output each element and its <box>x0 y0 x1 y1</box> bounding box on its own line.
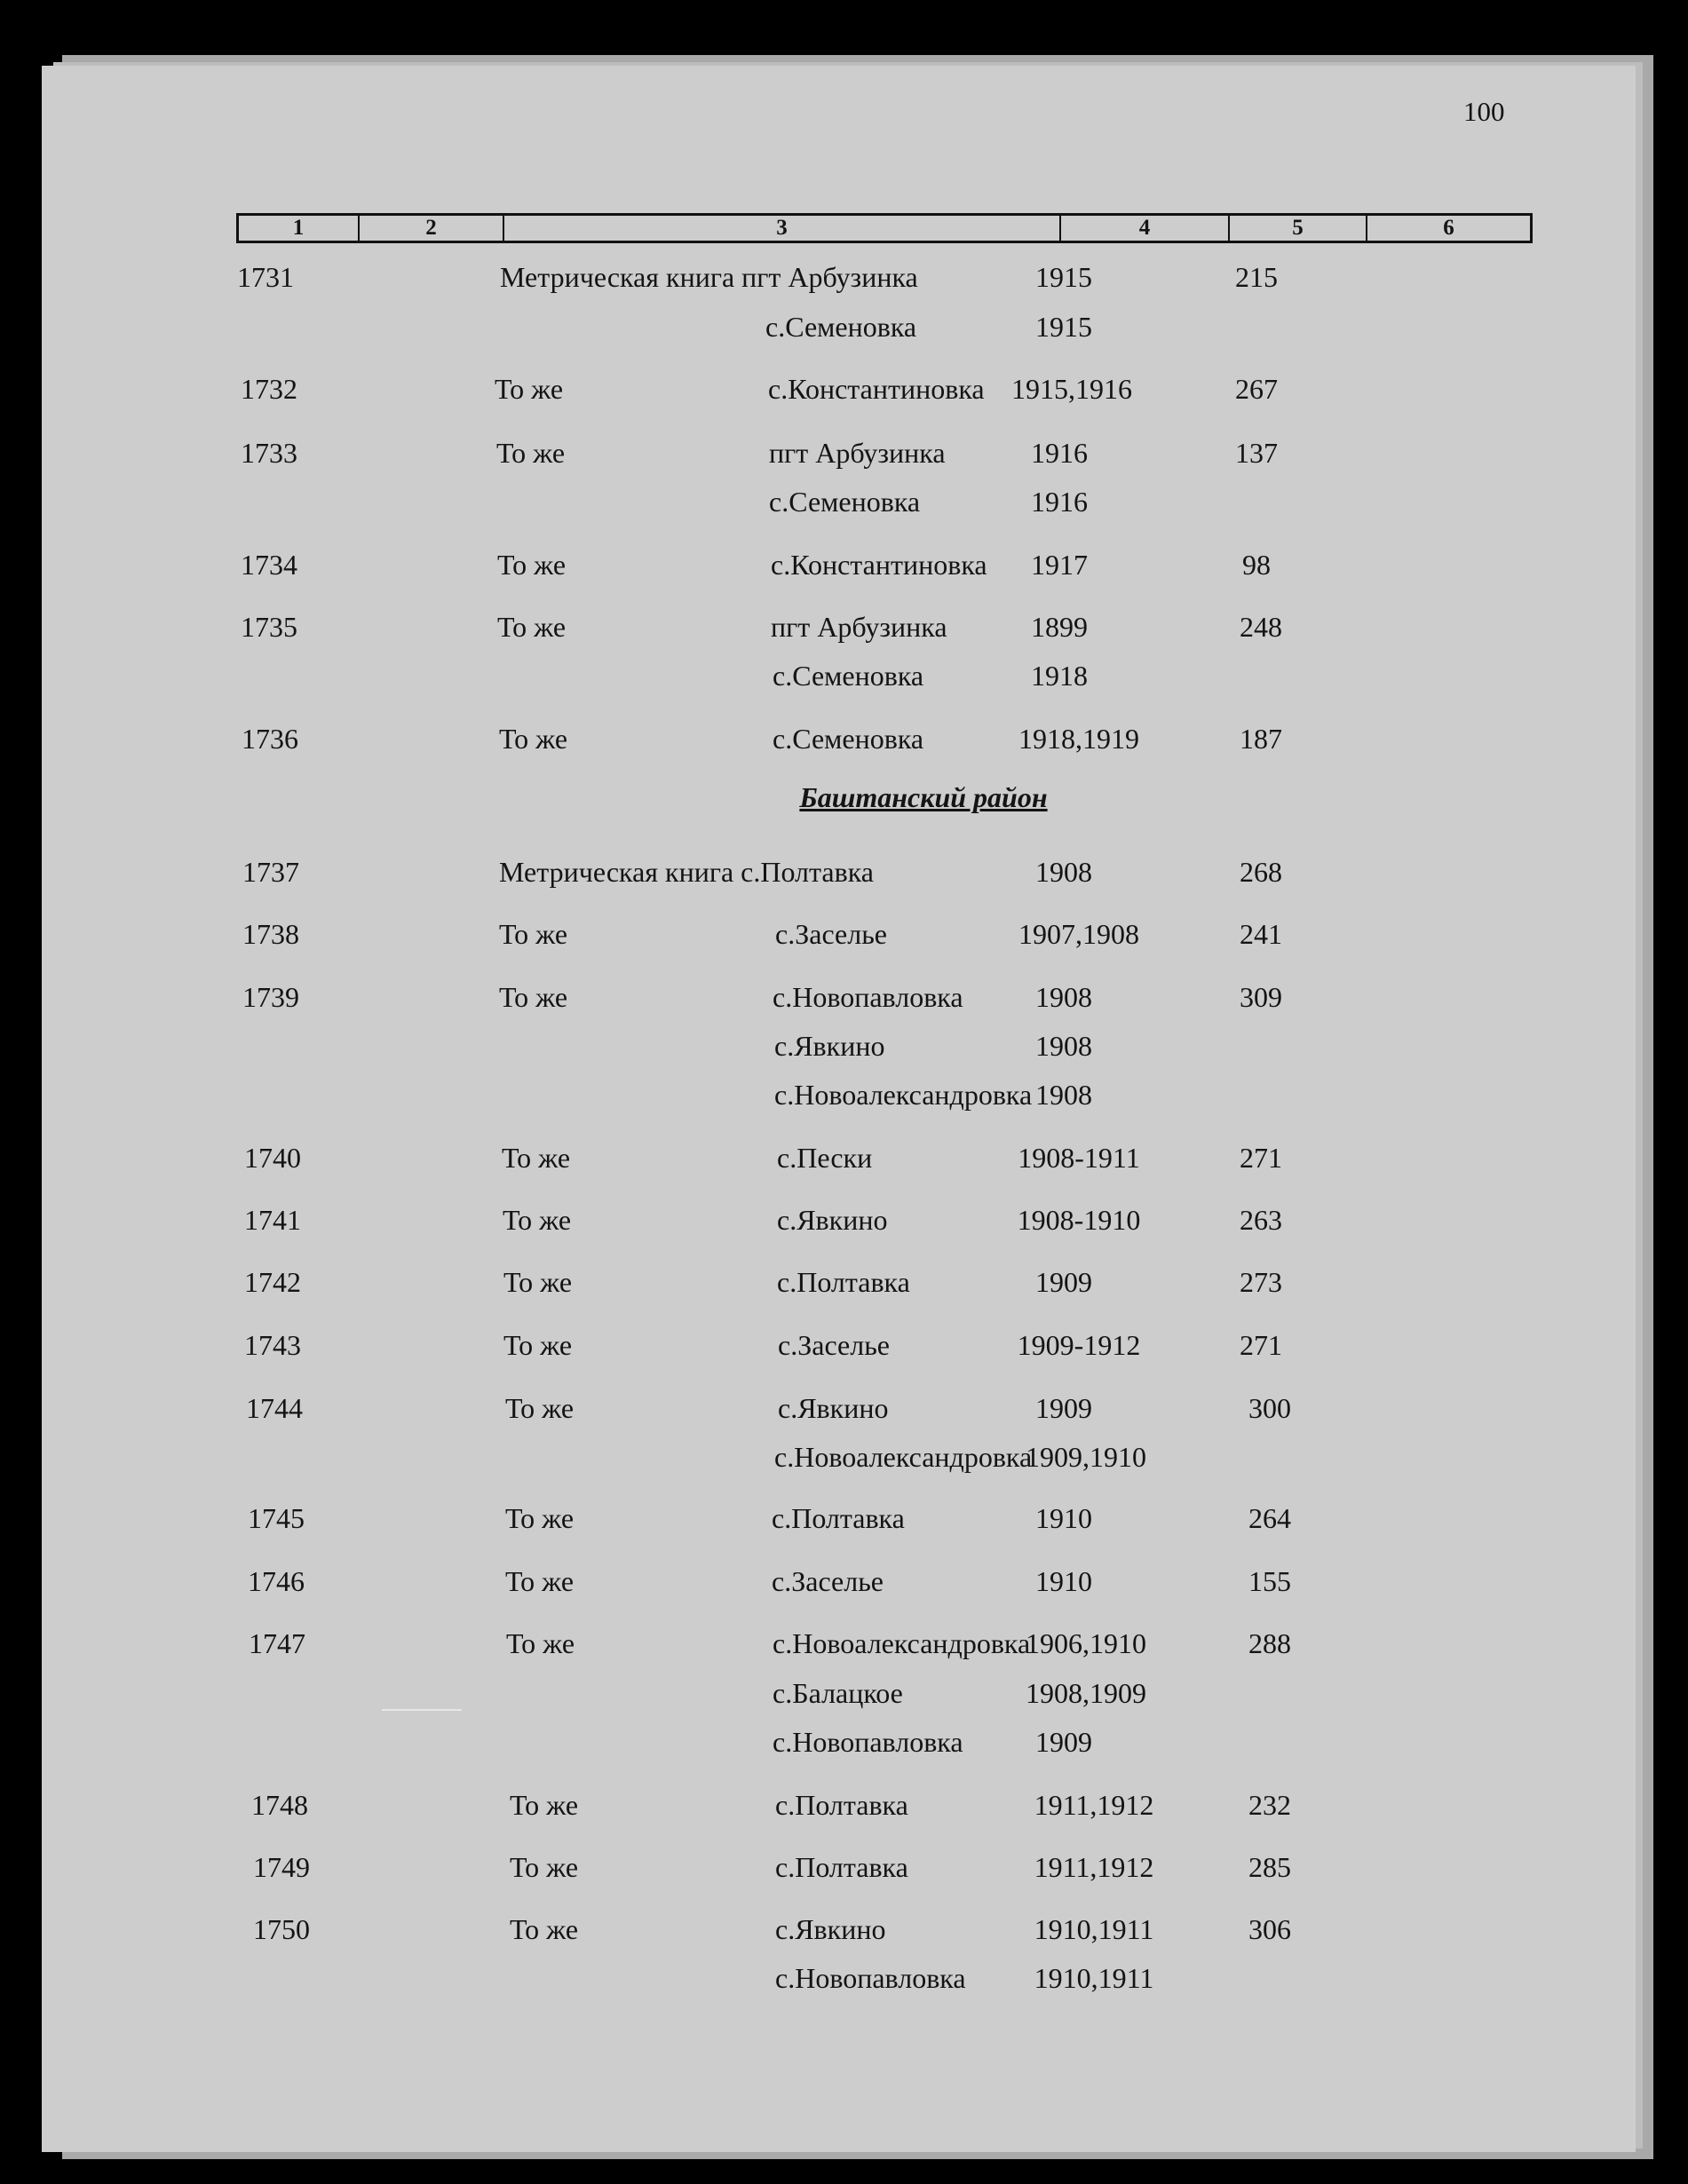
table-row <box>0 484 1688 519</box>
row-count: 98 <box>1242 549 1271 581</box>
table-row <box>0 721 1688 756</box>
row-count: 263 <box>1240 1204 1282 1236</box>
row-number: 1743 <box>244 1329 301 1361</box>
row-count: 215 <box>1235 261 1278 293</box>
row-number: 1748 <box>251 1789 308 1821</box>
row-place: с.Новопавловка <box>775 1962 966 1994</box>
row-number: 1747 <box>249 1627 305 1659</box>
row-count: 155 <box>1248 1565 1291 1597</box>
row-place: с.Семеновка <box>773 660 924 692</box>
row-number: 1734 <box>241 549 297 581</box>
row-record-type: То же <box>510 1851 579 1883</box>
row-years: 1910 <box>1035 1565 1092 1597</box>
row-years: 1918 <box>1031 660 1088 692</box>
row-count: 241 <box>1240 918 1282 950</box>
row-place: с.Новоалександровка <box>773 1627 1031 1659</box>
row-count: 271 <box>1240 1329 1282 1361</box>
row-years: 1908 <box>1035 856 1092 888</box>
row-record-type: То же <box>503 1204 572 1236</box>
table-row <box>0 1327 1688 1363</box>
table-row <box>0 371 1688 407</box>
row-place: с.Семеновка <box>765 311 917 343</box>
row-years: 1915 <box>1035 311 1092 343</box>
row-years: 1910 <box>1035 1502 1092 1534</box>
table-row <box>0 1849 1688 1885</box>
row-count: 248 <box>1240 611 1282 643</box>
row-years: 1908,1909 <box>1026 1677 1146 1709</box>
row-record-type: То же <box>499 918 568 950</box>
row-record-type: То же <box>506 1627 575 1659</box>
row-number: 1739 <box>242 981 299 1013</box>
row-years: 1916 <box>1031 437 1088 469</box>
row-years: 1910,1911 <box>1034 1962 1154 1994</box>
row-count: 306 <box>1248 1913 1291 1945</box>
table-row <box>0 1626 1688 1661</box>
row-place: с.Полтавка <box>772 1502 905 1534</box>
table-row <box>0 1724 1688 1760</box>
row-record-type: То же <box>503 1329 573 1361</box>
row-number: 1735 <box>241 611 297 643</box>
row-years: 1908-1910 <box>1017 1204 1141 1236</box>
row-years: 1909 <box>1035 1392 1092 1424</box>
row-record-type: То же <box>505 1392 575 1424</box>
table-row <box>0 1439 1688 1475</box>
row-place: с.Полтавка <box>775 1851 908 1883</box>
table-row <box>0 1563 1688 1599</box>
scan-artifact <box>382 1709 462 1711</box>
row-years: 1899 <box>1031 611 1088 643</box>
row-number: 1741 <box>244 1204 301 1236</box>
row-count: 309 <box>1240 981 1282 1013</box>
table-row <box>0 1264 1688 1300</box>
table-row <box>0 309 1688 344</box>
table-row <box>0 547 1688 582</box>
row-place: с.Новоалександровка <box>774 1079 1033 1111</box>
row-years: 1910,1911 <box>1034 1913 1154 1945</box>
row-record-type: То же <box>505 1565 575 1597</box>
row-years: 1915,1916 <box>1011 373 1132 405</box>
table-row <box>0 1960 1688 1996</box>
row-place: с.Семеновка <box>773 723 924 755</box>
row-number: 1740 <box>244 1142 301 1174</box>
table-row <box>0 1390 1688 1426</box>
row-record-type: То же <box>496 437 566 469</box>
row-place: с.Пески <box>777 1142 873 1174</box>
header-col-1: 1 <box>239 216 360 241</box>
table-row <box>0 1500 1688 1536</box>
row-place: с.Заселье <box>775 918 887 950</box>
row-years: 1911,1912 <box>1034 1789 1154 1821</box>
page-number: 100 <box>1463 96 1505 127</box>
row-place: пгт Арбузинка <box>771 611 947 643</box>
row-years: 1908 <box>1035 981 1092 1013</box>
row-record-type: То же <box>505 1502 575 1534</box>
header-col-5: 5 <box>1230 216 1367 241</box>
row-place: с.Полтавка <box>775 1789 908 1821</box>
table-row <box>0 1028 1688 1064</box>
table-row <box>0 259 1688 295</box>
row-number: 1732 <box>241 373 297 405</box>
row-record-type: То же <box>497 611 567 643</box>
row-years: 1909 <box>1035 1266 1092 1298</box>
row-place: с.Константиновка <box>771 549 987 581</box>
row-years: 1915 <box>1035 261 1092 293</box>
row-record-type: Метрическая книга пгт Арбузинка <box>500 261 918 293</box>
row-place: с.Балацкое <box>773 1677 903 1709</box>
row-number: 1745 <box>248 1502 305 1534</box>
row-record-type: То же <box>510 1789 579 1821</box>
row-record-type: То же <box>503 1266 573 1298</box>
row-number: 1731 <box>237 261 294 293</box>
row-place: с.Явкино <box>775 1913 886 1945</box>
table-row <box>0 609 1688 645</box>
row-years: 1911,1912 <box>1034 1851 1154 1883</box>
row-years: 1917 <box>1031 549 1088 581</box>
header-col-6: 6 <box>1443 216 1454 240</box>
row-place: с.Явкино <box>774 1030 885 1062</box>
table-row <box>0 854 1688 890</box>
row-count: 273 <box>1240 1266 1282 1298</box>
row-years: 1906,1910 <box>1026 1627 1146 1659</box>
table-row <box>0 916 1688 952</box>
row-count: 300 <box>1248 1392 1291 1424</box>
row-count: 271 <box>1240 1142 1282 1174</box>
row-years: 1909-1912 <box>1017 1329 1141 1361</box>
row-record-type: То же <box>510 1913 579 1945</box>
row-number: 1742 <box>244 1266 301 1298</box>
table-row <box>0 1787 1688 1823</box>
row-number: 1750 <box>253 1913 310 1945</box>
row-years: 1909,1910 <box>1026 1441 1146 1473</box>
row-count: 137 <box>1235 437 1278 469</box>
table-row <box>0 1140 1688 1175</box>
row-number: 1738 <box>242 918 299 950</box>
row-years: 1916 <box>1031 486 1088 518</box>
row-years: 1909 <box>1035 1726 1092 1758</box>
row-place: с.Заселье <box>772 1565 884 1597</box>
row-count: 267 <box>1235 373 1278 405</box>
row-record-type: То же <box>495 373 564 405</box>
row-place: с.Новопавловка <box>773 1726 963 1758</box>
table-row <box>0 435 1688 471</box>
row-record-type: То же <box>499 981 568 1013</box>
row-years: 1908 <box>1035 1030 1092 1062</box>
row-place: с.Семеновка <box>769 486 921 518</box>
row-count: 288 <box>1248 1627 1291 1659</box>
table-row <box>0 658 1688 693</box>
header-col-2: 2 <box>360 216 504 241</box>
row-place: с.Константиновка <box>768 373 985 405</box>
row-years: 1908 <box>1035 1079 1092 1111</box>
table-row <box>0 1077 1688 1112</box>
row-place: с.Заселье <box>778 1329 890 1361</box>
row-record-type: Метрическая книга с.Полтавка <box>499 856 874 888</box>
row-count: 232 <box>1248 1789 1291 1821</box>
section-title: Баштанский район <box>799 781 1048 813</box>
row-place: с.Явкино <box>777 1204 888 1236</box>
row-place: с.Новопавловка <box>773 981 963 1013</box>
table-row <box>0 1675 1688 1711</box>
row-years: 1907,1908 <box>1018 918 1139 950</box>
table-row <box>0 979 1688 1015</box>
row-place: с.Полтавка <box>777 1266 910 1298</box>
row-number: 1749 <box>253 1851 310 1883</box>
row-years: 1918,1919 <box>1018 723 1139 755</box>
row-years: 1908-1911 <box>1018 1142 1140 1174</box>
table-row <box>0 1911 1688 1947</box>
row-record-type: То же <box>499 723 568 755</box>
row-place: с.Явкино <box>778 1392 889 1424</box>
header-col-4: 4 <box>1061 216 1230 241</box>
table-row <box>0 1202 1688 1238</box>
row-number: 1744 <box>246 1392 303 1424</box>
row-place: с.Новоалександровка <box>774 1441 1033 1473</box>
row-count: 285 <box>1248 1851 1291 1883</box>
row-count: 268 <box>1240 856 1282 888</box>
row-number: 1737 <box>242 856 299 888</box>
header-col-3: 3 <box>504 216 1061 241</box>
row-number: 1746 <box>248 1565 305 1597</box>
row-count: 187 <box>1240 723 1282 755</box>
row-record-type: То же <box>502 1142 571 1174</box>
row-record-type: То же <box>497 549 567 581</box>
row-count: 264 <box>1248 1502 1291 1534</box>
row-number: 1733 <box>241 437 297 469</box>
row-place: пгт Арбузинка <box>769 437 946 469</box>
row-number: 1736 <box>242 723 298 755</box>
